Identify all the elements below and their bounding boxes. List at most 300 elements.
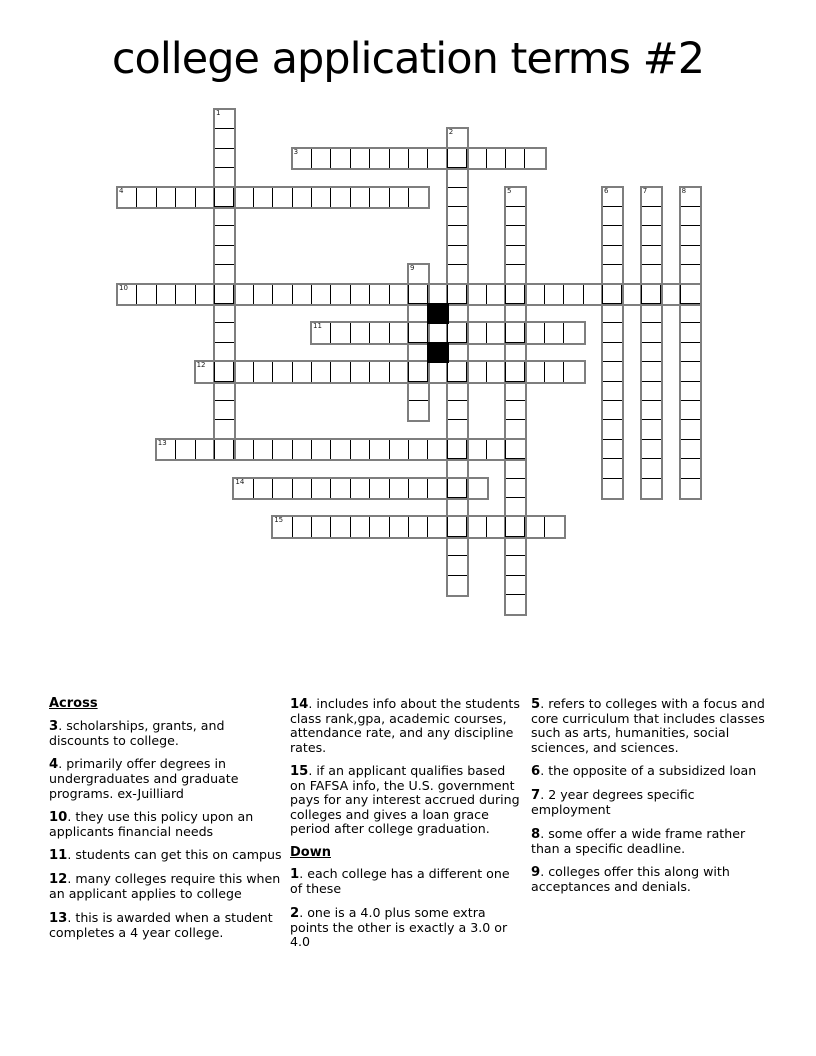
crossword-cell[interactable] bbox=[370, 517, 389, 536]
crossword-cell[interactable] bbox=[331, 323, 350, 342]
crossword-cell[interactable] bbox=[293, 517, 312, 536]
crossword-cell[interactable] bbox=[681, 459, 700, 478]
crossword-cell[interactable] bbox=[603, 382, 622, 401]
crossword-cell[interactable] bbox=[448, 285, 467, 304]
crossword-cell[interactable] bbox=[196, 188, 215, 207]
crossword-cell[interactable] bbox=[370, 188, 389, 207]
crossword-cell[interactable] bbox=[506, 246, 525, 265]
crossword-cell[interactable] bbox=[390, 323, 409, 342]
cell-number: 6 bbox=[604, 186, 609, 195]
crossword-cell[interactable] bbox=[545, 362, 564, 381]
crossword-cell[interactable] bbox=[642, 304, 661, 323]
crossword-cell[interactable] bbox=[448, 246, 467, 265]
crossword-cell[interactable] bbox=[293, 149, 312, 168]
crossword-cell[interactable] bbox=[370, 149, 389, 168]
clue-text: if an applicant qualifies based on FAFSA info, the U.S. government pays for any interest accrued during colleges and gives a loan grace period after college graduation. bbox=[290, 763, 520, 837]
crossword-cell[interactable] bbox=[254, 285, 273, 304]
clue-separator: . bbox=[540, 863, 549, 879]
crossword-cell[interactable] bbox=[409, 382, 428, 401]
crossword-cell[interactable] bbox=[331, 517, 350, 536]
crossword-cell[interactable] bbox=[603, 479, 622, 498]
crossword-cell[interactable] bbox=[487, 362, 506, 381]
crossword-cell[interactable] bbox=[312, 479, 331, 498]
clue-number: 15 bbox=[290, 764, 309, 780]
crossword-cell[interactable] bbox=[603, 188, 622, 207]
crossword-cell[interactable] bbox=[118, 285, 137, 304]
clue-number: 8 bbox=[531, 826, 541, 842]
crossword-cell[interactable] bbox=[331, 188, 350, 207]
clue-text: scholarships, grants, and discounts to college. bbox=[49, 717, 225, 748]
crossword-cell[interactable] bbox=[370, 285, 389, 304]
clue-item bbox=[290, 906, 524, 950]
clue-item bbox=[531, 788, 765, 817]
crossword-cell[interactable] bbox=[448, 382, 467, 401]
crossword-cell[interactable] bbox=[196, 285, 215, 304]
crossword-cell[interactable] bbox=[215, 323, 234, 342]
clue-number: 12 bbox=[49, 872, 68, 888]
crossword-cell[interactable] bbox=[448, 517, 467, 536]
crossword-cell[interactable] bbox=[487, 285, 506, 304]
crossword-cell[interactable] bbox=[370, 479, 389, 498]
crossword-cell[interactable] bbox=[681, 440, 700, 459]
clue-separator: . bbox=[299, 904, 308, 920]
crossword-cell[interactable] bbox=[273, 362, 292, 381]
word-run-15-across bbox=[271, 515, 566, 538]
crossword-cell[interactable] bbox=[351, 440, 370, 459]
crossword-cell[interactable] bbox=[681, 323, 700, 342]
crossword-cell[interactable] bbox=[448, 576, 467, 595]
cell-number: 14 bbox=[235, 477, 245, 486]
word-run-10-across bbox=[116, 283, 702, 306]
clue-number: 3 bbox=[49, 718, 59, 734]
crossword-cell[interactable] bbox=[448, 323, 467, 342]
crossword-cell[interactable] bbox=[603, 304, 622, 323]
word-run-8-down bbox=[679, 186, 702, 500]
clue-separator: . bbox=[67, 847, 76, 863]
clues-column-middle bbox=[290, 697, 524, 958]
crossword-cell[interactable] bbox=[215, 188, 234, 207]
clue-number: 1 bbox=[290, 867, 300, 883]
crossword-cell[interactable] bbox=[409, 440, 428, 459]
crossword-cell[interactable] bbox=[681, 246, 700, 265]
crossword-cell[interactable] bbox=[390, 479, 409, 498]
crossword-cell[interactable] bbox=[370, 362, 389, 381]
clue-separator: . bbox=[308, 696, 317, 711]
crossword-cell[interactable] bbox=[215, 304, 234, 323]
clue-number: 7 bbox=[531, 788, 541, 804]
clue-number: 6 bbox=[531, 764, 541, 780]
cell-number: 1 bbox=[216, 109, 221, 117]
clue-text: 2 year degrees specific employment bbox=[531, 787, 695, 818]
crossword-cell[interactable] bbox=[273, 517, 292, 536]
crossword-cell[interactable] bbox=[603, 459, 622, 478]
crossword-cell[interactable] bbox=[428, 440, 447, 459]
cell-number: 3 bbox=[293, 147, 299, 156]
crossword-cell[interactable] bbox=[681, 362, 700, 381]
crossword-cell[interactable] bbox=[506, 188, 525, 207]
crossword-cell[interactable] bbox=[467, 440, 486, 459]
crossword-cell[interactable] bbox=[681, 343, 700, 362]
clue-number: 9 bbox=[531, 864, 541, 880]
cell-number: 11 bbox=[313, 322, 322, 331]
crossword-cell[interactable] bbox=[545, 285, 564, 304]
word-run-12-across bbox=[194, 360, 586, 383]
crossword-cell[interactable] bbox=[681, 188, 700, 207]
crossword-cell[interactable] bbox=[467, 517, 486, 536]
crossword-cell[interactable] bbox=[525, 362, 544, 381]
clue-separator: . bbox=[540, 763, 549, 779]
clue-separator: . bbox=[58, 756, 67, 772]
crossword-cell[interactable] bbox=[215, 285, 234, 304]
crossword-cell[interactable] bbox=[351, 323, 370, 342]
crossword-cell[interactable] bbox=[467, 362, 486, 381]
crossword-cell[interactable] bbox=[487, 440, 506, 459]
crossword-cell[interactable] bbox=[467, 323, 486, 342]
cell-number: 7 bbox=[642, 186, 648, 195]
crossword-cell[interactable] bbox=[293, 188, 312, 207]
crossword-cell[interactable] bbox=[448, 537, 467, 556]
crossword-cell[interactable] bbox=[215, 401, 234, 420]
crossword-cell[interactable] bbox=[409, 285, 428, 304]
word-run-5-down bbox=[504, 186, 527, 617]
crossword-cell[interactable] bbox=[506, 362, 525, 381]
crossword-cell[interactable] bbox=[642, 285, 661, 304]
crossword-cell[interactable] bbox=[331, 362, 350, 381]
crossword-cell[interactable] bbox=[351, 479, 370, 498]
black-cell bbox=[427, 303, 448, 324]
crossword-cell[interactable] bbox=[642, 459, 661, 478]
clue-item bbox=[531, 865, 765, 894]
crossword-cell[interactable] bbox=[448, 362, 467, 381]
crossword-cell[interactable] bbox=[642, 479, 661, 498]
clue-item bbox=[290, 867, 524, 896]
across-clues-group-1 bbox=[49, 719, 283, 940]
crossword-cell[interactable] bbox=[525, 517, 544, 536]
crossword-cell[interactable] bbox=[467, 479, 486, 498]
crossword-cell[interactable] bbox=[448, 479, 467, 498]
crossword-cell[interactable] bbox=[137, 188, 156, 207]
crossword-cell[interactable] bbox=[331, 440, 350, 459]
crossword-cell[interactable] bbox=[215, 226, 234, 245]
across-clues-group-2 bbox=[290, 697, 524, 837]
clue-item bbox=[49, 872, 283, 901]
crossword-cell[interactable] bbox=[642, 246, 661, 265]
crossword-cell[interactable] bbox=[603, 226, 622, 245]
crossword-cell[interactable] bbox=[681, 226, 700, 245]
crossword-cell[interactable] bbox=[293, 479, 312, 498]
crossword-cell[interactable] bbox=[312, 440, 331, 459]
crossword-cell[interactable] bbox=[487, 149, 506, 168]
crossword-cell[interactable] bbox=[409, 323, 428, 342]
cell-number: 12 bbox=[196, 361, 206, 370]
crossword-cell[interactable] bbox=[506, 207, 525, 226]
crossword-cell[interactable] bbox=[603, 285, 622, 304]
clue-item bbox=[49, 757, 283, 801]
crossword-cell[interactable] bbox=[642, 420, 661, 439]
crossword-cell[interactable] bbox=[448, 226, 467, 245]
crossword-cell[interactable] bbox=[254, 440, 273, 459]
word-run-14-across bbox=[232, 477, 488, 500]
crossword-cell[interactable] bbox=[506, 537, 525, 556]
clue-number: 11 bbox=[49, 848, 68, 864]
crossword-cell[interactable] bbox=[506, 576, 525, 595]
word-run-6-down bbox=[601, 186, 624, 500]
crossword-cell[interactable] bbox=[390, 517, 409, 536]
crossword-cell[interactable] bbox=[312, 188, 331, 207]
crossword-cell[interactable] bbox=[642, 226, 661, 245]
clue-number: 14 bbox=[290, 697, 309, 712]
crossword-cell[interactable] bbox=[506, 556, 525, 575]
crossword-cell[interactable] bbox=[157, 440, 176, 459]
crossword-cell[interactable] bbox=[370, 323, 389, 342]
cell-number: 13 bbox=[157, 438, 167, 447]
word-run-13-across bbox=[155, 438, 528, 461]
clue-item bbox=[531, 764, 765, 779]
crossword-cell[interactable] bbox=[370, 440, 389, 459]
crossword-cell[interactable] bbox=[428, 479, 447, 498]
clue-text: the opposite of a subsidized loan bbox=[548, 763, 757, 779]
crossword-cell[interactable] bbox=[622, 285, 641, 304]
crossword-cell[interactable] bbox=[681, 420, 700, 439]
clue-item bbox=[531, 827, 765, 856]
clue-item bbox=[49, 848, 283, 863]
crossword-cell[interactable] bbox=[176, 285, 195, 304]
crossword-cell[interactable] bbox=[584, 285, 603, 304]
cell-number: 2 bbox=[448, 128, 454, 137]
crossword-cell[interactable] bbox=[293, 440, 312, 459]
black-cell bbox=[427, 342, 448, 363]
crossword-cell[interactable] bbox=[603, 246, 622, 265]
crossword-cell[interactable] bbox=[234, 188, 253, 207]
clue-separator: . bbox=[540, 696, 549, 711]
cell-number: 5 bbox=[507, 186, 512, 195]
crossword-cell[interactable] bbox=[681, 479, 700, 498]
crossword-cell[interactable] bbox=[409, 517, 428, 536]
crossword-cell[interactable] bbox=[312, 149, 331, 168]
crossword-cell[interactable] bbox=[331, 479, 350, 498]
cell-number: 10 bbox=[119, 283, 128, 292]
crossword-cell[interactable] bbox=[351, 149, 370, 168]
crossword-cell[interactable] bbox=[506, 479, 525, 498]
crossword-cell[interactable] bbox=[390, 362, 409, 381]
crossword-cell[interactable] bbox=[409, 479, 428, 498]
clue-number: 10 bbox=[49, 809, 68, 825]
crossword-cell[interactable] bbox=[409, 362, 428, 381]
crossword-cell[interactable] bbox=[681, 207, 700, 226]
word-run-3-across bbox=[291, 147, 547, 170]
clue-text: many colleges require this when an applicant applies to college bbox=[49, 871, 281, 902]
crossword-cell[interactable] bbox=[428, 285, 447, 304]
crossword-cell[interactable] bbox=[234, 285, 253, 304]
crossword-cell[interactable] bbox=[448, 556, 467, 575]
crossword-cell[interactable] bbox=[448, 401, 467, 420]
crossword-cell[interactable] bbox=[448, 207, 467, 226]
clue-item bbox=[49, 719, 283, 748]
crossword-cell[interactable] bbox=[603, 343, 622, 362]
crossword-cell[interactable] bbox=[351, 362, 370, 381]
crossword-cell[interactable] bbox=[351, 517, 370, 536]
clue-separator: . bbox=[540, 787, 549, 803]
crossword-cell[interactable] bbox=[448, 440, 467, 459]
crossword-cell[interactable] bbox=[215, 149, 234, 168]
crossword-cell[interactable] bbox=[506, 595, 525, 614]
crossword-cell[interactable] bbox=[487, 323, 506, 342]
crossword-cell[interactable] bbox=[293, 285, 312, 304]
crossword-cell[interactable] bbox=[409, 188, 428, 207]
crossword-cell[interactable] bbox=[312, 362, 331, 381]
clue-item bbox=[531, 697, 765, 755]
crossword-cell[interactable] bbox=[137, 285, 156, 304]
crossword-cell[interactable] bbox=[681, 304, 700, 323]
crossword-cell[interactable] bbox=[293, 362, 312, 381]
clue-item bbox=[49, 911, 283, 940]
clue-text: colleges offer this along with acceptances and denials. bbox=[531, 863, 730, 894]
crossword-cell[interactable] bbox=[312, 323, 331, 342]
clue-text: includes info about the students class rank,gpa, academic courses, attendance rate, and any discipline rates. bbox=[290, 696, 520, 755]
crossword-cell[interactable] bbox=[642, 440, 661, 459]
crossword-cell[interactable] bbox=[564, 285, 583, 304]
crossword-cell[interactable] bbox=[390, 149, 409, 168]
crossword-cell[interactable] bbox=[215, 382, 234, 401]
crossword-cell[interactable] bbox=[234, 362, 253, 381]
crossword-cell[interactable] bbox=[176, 188, 195, 207]
crossword-cell[interactable] bbox=[390, 188, 409, 207]
crossword-cell[interactable] bbox=[487, 517, 506, 536]
crossword-cell[interactable] bbox=[506, 285, 525, 304]
clue-text: some offer a wide frame rather than a specific deadline. bbox=[531, 825, 746, 856]
clue-number: 2 bbox=[290, 905, 300, 921]
crossword-cell[interactable] bbox=[428, 323, 447, 342]
crossword-cell[interactable] bbox=[506, 440, 525, 459]
crossword-cell[interactable] bbox=[545, 323, 564, 342]
crossword-cell[interactable] bbox=[681, 285, 700, 304]
clue-separator: . bbox=[299, 866, 308, 882]
crossword-cell[interactable] bbox=[273, 285, 292, 304]
word-run-7-down bbox=[640, 186, 663, 500]
clues-column-down bbox=[531, 697, 765, 903]
crossword-cell[interactable] bbox=[273, 440, 292, 459]
clue-text: one is a 4.0 plus some extra points the other is exactly a 3.0 or 4.0 bbox=[290, 904, 508, 950]
crossword-cell[interactable] bbox=[312, 285, 331, 304]
crossword-cell[interactable] bbox=[506, 382, 525, 401]
crossword-cell[interactable] bbox=[681, 382, 700, 401]
across-heading: Across bbox=[49, 696, 98, 711]
clue-separator: . bbox=[67, 909, 76, 925]
crossword-cell[interactable] bbox=[506, 149, 525, 168]
crossword-cell[interactable] bbox=[642, 382, 661, 401]
cell-number: 8 bbox=[681, 186, 687, 195]
crossword-cell[interactable] bbox=[331, 285, 350, 304]
crossword-cell[interactable] bbox=[661, 285, 680, 304]
crossword-cell[interactable] bbox=[254, 362, 273, 381]
crossword-cell[interactable] bbox=[157, 188, 176, 207]
crossword-cell[interactable] bbox=[215, 129, 234, 148]
crossword-cell[interactable] bbox=[564, 362, 583, 381]
crossword-cell[interactable] bbox=[254, 479, 273, 498]
crossword-cell[interactable] bbox=[215, 246, 234, 265]
crossword-cell[interactable] bbox=[525, 149, 544, 168]
crossword-cell[interactable] bbox=[642, 207, 661, 226]
crossword-cell[interactable] bbox=[642, 188, 661, 207]
crossword-cell[interactable] bbox=[215, 440, 234, 459]
crossword-cell[interactable] bbox=[428, 149, 447, 168]
crossword-cell[interactable] bbox=[603, 440, 622, 459]
crossword-cell[interactable] bbox=[351, 188, 370, 207]
crossword-cell[interactable] bbox=[525, 285, 544, 304]
crossword-cell[interactable] bbox=[506, 226, 525, 245]
clue-text: refers to colleges with a focus and core curriculum that includes classes such as arts, humanities, social sciences, and sciences. bbox=[531, 696, 765, 755]
crossword-cell[interactable] bbox=[234, 440, 253, 459]
clue-separator: . bbox=[67, 871, 76, 887]
crossword-cell[interactable] bbox=[467, 285, 486, 304]
crossword-cell[interactable] bbox=[215, 110, 234, 129]
crossword-cell[interactable] bbox=[681, 401, 700, 420]
crossword-cell[interactable] bbox=[312, 517, 331, 536]
crossword-cell[interactable] bbox=[564, 323, 583, 342]
crossword-cell[interactable] bbox=[390, 440, 409, 459]
crossword-cell[interactable] bbox=[273, 479, 292, 498]
clue-separator: . bbox=[67, 808, 76, 824]
crossword-cell[interactable] bbox=[525, 323, 544, 342]
crossword-cell[interactable] bbox=[603, 401, 622, 420]
crossword-cell[interactable] bbox=[642, 323, 661, 342]
crossword-cell[interactable] bbox=[390, 285, 409, 304]
crossword-cell[interactable] bbox=[176, 440, 195, 459]
crossword-cell[interactable] bbox=[506, 517, 525, 536]
clue-separator: . bbox=[58, 717, 67, 733]
clue-separator: . bbox=[540, 825, 549, 841]
crossword-cell[interactable] bbox=[467, 149, 486, 168]
crossword-cell[interactable] bbox=[603, 362, 622, 381]
crossword-cell[interactable] bbox=[428, 517, 447, 536]
crossword-cell[interactable] bbox=[603, 323, 622, 342]
crossword-cell[interactable] bbox=[506, 459, 525, 478]
crossword-cell[interactable] bbox=[215, 362, 234, 381]
crossword-cell[interactable] bbox=[331, 149, 350, 168]
crossword-cell[interactable] bbox=[642, 401, 661, 420]
crossword-cell[interactable] bbox=[157, 285, 176, 304]
crossword-cell[interactable] bbox=[642, 362, 661, 381]
cell-number: 15 bbox=[274, 516, 284, 525]
crossword-cell[interactable] bbox=[118, 188, 137, 207]
crossword-cell[interactable] bbox=[448, 149, 467, 168]
crossword-cell[interactable] bbox=[448, 188, 467, 207]
crossword-cell[interactable] bbox=[506, 323, 525, 342]
crossword-cell[interactable] bbox=[603, 207, 622, 226]
crossword-cell[interactable] bbox=[196, 362, 215, 381]
crossword-cell[interactable] bbox=[545, 517, 564, 536]
crossword-cell[interactable] bbox=[642, 343, 661, 362]
crossword-cell[interactable] bbox=[409, 401, 428, 420]
crossword-cell[interactable] bbox=[603, 420, 622, 439]
crossword-cell[interactable] bbox=[409, 149, 428, 168]
down-heading: Down bbox=[290, 844, 331, 860]
crossword-cell[interactable] bbox=[215, 207, 234, 226]
crossword-cell[interactable] bbox=[506, 401, 525, 420]
crossword-cell[interactable] bbox=[448, 168, 467, 187]
crossword-cell[interactable] bbox=[428, 362, 447, 381]
word-run-4-across bbox=[116, 186, 430, 209]
clue-text: each college has a different one of these bbox=[290, 866, 510, 897]
crossword-cell[interactable] bbox=[254, 188, 273, 207]
down-clues-group-2 bbox=[531, 697, 765, 894]
crossword-cell[interactable] bbox=[234, 479, 253, 498]
clue-text: students can get this on campus bbox=[75, 847, 282, 863]
crossword-cell[interactable] bbox=[351, 285, 370, 304]
clue-item bbox=[49, 810, 283, 839]
crossword-cell[interactable] bbox=[196, 440, 215, 459]
crossword-cell[interactable] bbox=[273, 188, 292, 207]
